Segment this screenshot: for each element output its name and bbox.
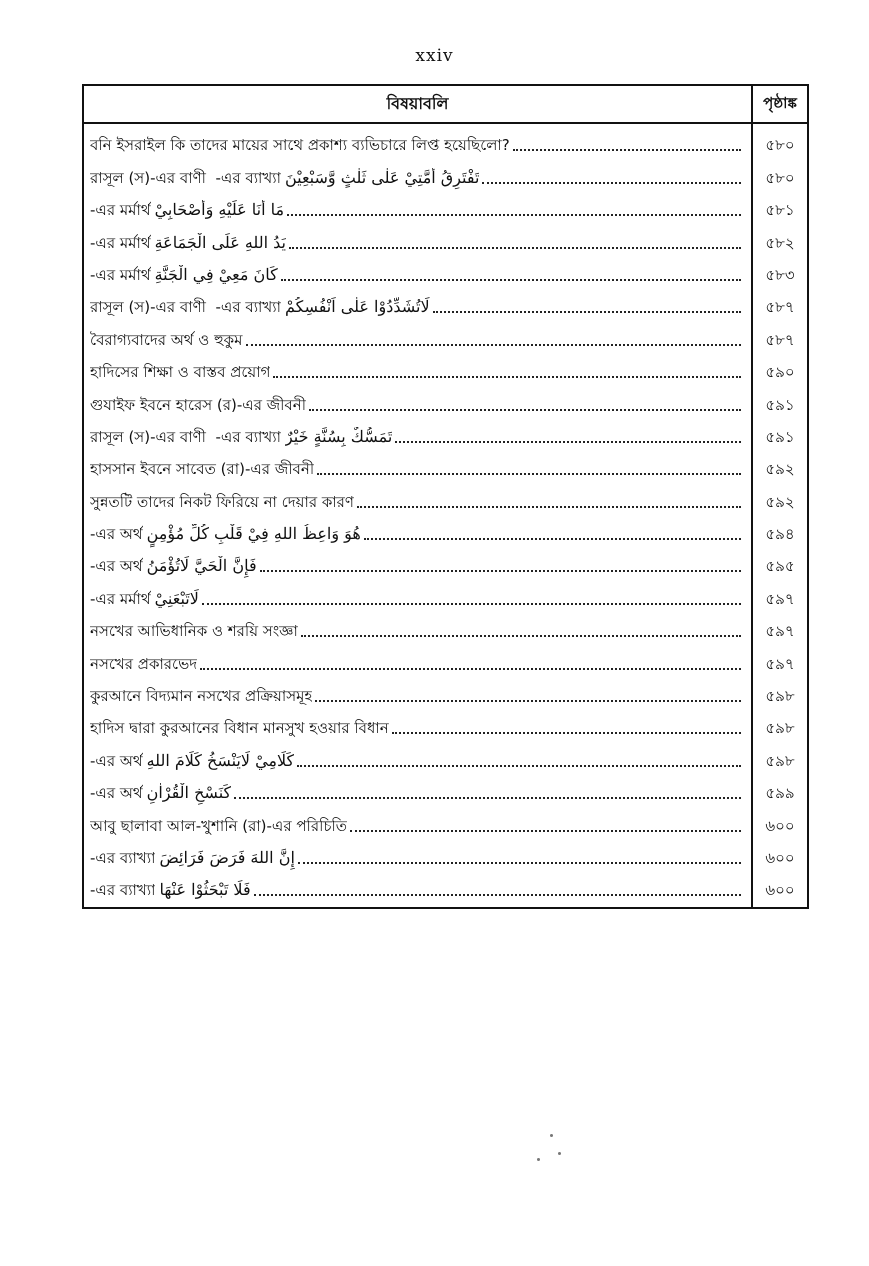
entry-text: -এর মর্মার্থ — [90, 233, 151, 252]
entry-arabic-phrase: كَنَسْخِ الْقُرْاٰنِ — [146, 783, 232, 803]
entry-text: -এর অর্থ — [90, 525, 143, 544]
page-column — [753, 124, 807, 907]
dot-leader — [254, 894, 741, 896]
entry-page-number: ৫৮৭ — [765, 298, 795, 317]
entry-page-number: ৫৯৭ — [765, 589, 795, 608]
entry-page-number: ৫৮৩ — [765, 265, 795, 284]
entry-text: -এর অর্থ — [90, 557, 143, 576]
header-page: পৃষ্ঠাঙ্ক — [763, 93, 797, 112]
dot-leader — [392, 732, 741, 734]
toc-entry — [84, 452, 751, 484]
entry-page-number: ৫৯৮ — [765, 751, 795, 770]
header-topic: বিষয়াবলি — [84, 86, 753, 122]
toc-entry — [84, 420, 751, 452]
entry-text: -এর অর্থ — [90, 784, 143, 803]
table-header — [84, 86, 807, 124]
entry-arabic-phrase: لَاتُشَدِّدُوْا عَلٰى اَنْفُسِكُمْ — [284, 297, 430, 317]
toc-entry — [84, 322, 751, 354]
entry-page-number: ৬০০ — [765, 881, 795, 900]
entry-page-number: ৫৮০ — [765, 136, 795, 155]
toc-entry — [84, 614, 751, 646]
entry-page-number: ৫৯১ — [765, 427, 795, 446]
entry-text: গুযাইফ ইবনে হারেস (র)-এর জীবনী — [90, 395, 307, 414]
entry-page-number: ৫৯৭ — [765, 622, 795, 641]
entry-text: রাসূল (স)-এর বাণী ‎ -এর ব্যাখ্যা — [90, 427, 281, 446]
toc-entry — [84, 258, 751, 290]
entry-page-number: ৫৯৮ — [765, 719, 795, 738]
entry-text: হাদিস দ্বারা কুরআনের বিধান মানসুখ হওয়ার বিধান — [90, 719, 389, 738]
topic-column — [84, 124, 753, 907]
entry-page-number: ৫৯২ — [765, 492, 795, 511]
toc-entry — [84, 355, 751, 387]
dot-leader — [357, 506, 741, 508]
dot-leader — [482, 182, 741, 184]
entry-text: -এর ব্যাখ্যা — [90, 848, 156, 867]
dot-leader — [364, 538, 741, 540]
entry-text: রাসূল (স)-এর বাণী ‎ -এর ব্যাখ্যা — [90, 298, 281, 317]
entry-arabic-phrase: إِنَّ اللهَ فَرَضَ فَرَائِضَ — [159, 847, 295, 867]
entry-text: নসখের আভিধানিক ও শরয়ি সংজ্ঞা — [90, 622, 298, 641]
entry-page-number: ৫৯২ — [765, 460, 795, 479]
entry-text: কুরআনে বিদ্যমান নসখের প্রক্রিয়াসমূহ — [90, 687, 313, 706]
entry-text: বৈরাগ্যবাদের অর্থ ও হুকুম — [90, 330, 243, 349]
toc-entry — [84, 873, 751, 905]
toc-entry — [84, 484, 751, 516]
toc-entry — [84, 549, 751, 581]
scan-speck — [558, 1152, 561, 1155]
toc-entry — [84, 387, 751, 419]
dot-leader — [246, 344, 741, 346]
dot-leader — [200, 668, 741, 670]
dot-leader — [260, 570, 741, 572]
toc-entry — [84, 776, 751, 808]
toc-entry — [84, 581, 751, 613]
entry-arabic-phrase: مَا أَنَا عَلَيْهِ وَأَصْحَابِيْ — [154, 200, 285, 220]
toc-entry — [84, 808, 751, 840]
dot-leader — [433, 311, 741, 313]
dot-leader — [273, 376, 741, 378]
entry-arabic-phrase: كَانَ مَعِيْ فِي الْجَنَّةِ — [154, 264, 278, 284]
entry-text: বনি ইসরাইল কি তাদের মায়ের সাথে প্রকাশ্য ব্যভিচারে লিপ্ত হয়েছিলো? — [90, 136, 510, 155]
toc-entry — [84, 225, 751, 257]
entry-page-number: ৫৮৭ — [765, 330, 795, 349]
toc-entry — [84, 517, 751, 549]
entry-page-number: ৫৮২ — [765, 233, 795, 252]
entry-page-number: ৫৯৭ — [765, 654, 795, 673]
dot-leader — [297, 765, 741, 767]
dot-leader — [202, 603, 741, 605]
scan-speck — [537, 1158, 540, 1161]
toc-entry — [84, 841, 751, 873]
dot-leader — [287, 214, 741, 216]
dot-leader — [350, 830, 741, 832]
page-number: xxiv — [415, 46, 454, 66]
toc-entry — [84, 160, 751, 192]
entry-text: -এর মর্মার্থ — [90, 201, 151, 220]
dot-leader — [298, 862, 741, 864]
toc-entry — [84, 193, 751, 225]
dot-leader — [301, 635, 741, 637]
entry-page-number: ৫৮০ — [765, 168, 795, 187]
entry-arabic-phrase: يَدُ اللهِ عَلَى الْجَمَاعَةِ — [154, 232, 286, 252]
table-of-contents — [82, 84, 809, 909]
dot-leader — [281, 279, 741, 281]
entry-text: হাদিসের শিক্ষা ও বাস্তব প্রয়োগ — [90, 363, 271, 382]
scan-speck — [550, 1134, 553, 1137]
entry-text: -এর মর্মার্থ — [90, 265, 151, 284]
entry-text: -এর ব্যাখ্যা — [90, 881, 156, 900]
entry-text: সুন্নতটি তাদের নিকট ফিরিয়ে না দেয়ার কারণ — [90, 492, 355, 511]
entry-page-number: ৫৯৫ — [765, 557, 795, 576]
dot-leader — [234, 797, 741, 799]
dot-leader — [289, 247, 741, 249]
entry-text: রাসূল (স)-এর বাণী ‎ -এর ব্যাখ্যা — [90, 168, 281, 187]
entry-page-number: ৬০০ — [765, 816, 795, 835]
entry-arabic-phrase: كَلَامِيْ لَايَنْسَخُ كَلَامَ اللهِ — [146, 750, 295, 770]
dot-leader — [513, 149, 741, 151]
entry-page-number: ৫৯৮ — [765, 687, 795, 706]
entry-text: -এর মর্মার্থ — [90, 589, 151, 608]
entry-page-number: ৫৯৯ — [765, 784, 795, 803]
entry-page-number: ৫৯৪ — [765, 525, 795, 544]
entry-arabic-phrase: هُوَ وَاعِظُ اللهِ فِيْ قَلْبِ كُلِّ مُؤْمِنٍ — [146, 524, 361, 544]
entry-arabic-phrase: فَإِنَّ الْحَيَّ لَاتُؤْمَنُ — [146, 556, 257, 576]
toc-entry — [84, 128, 751, 160]
toc-entry — [84, 679, 751, 711]
entry-page-number: ৫৮১ — [765, 201, 795, 220]
toc-entry — [84, 290, 751, 322]
dot-leader — [315, 700, 741, 702]
dot-leader — [395, 441, 741, 443]
entry-page-number: ৫৯০ — [765, 363, 795, 382]
toc-entry — [84, 711, 751, 743]
dot-leader — [309, 409, 741, 411]
entry-text: হাসসান ইবনে সাবেত (রা)-এর জীবনী — [90, 460, 315, 479]
entry-arabic-phrase: تَفْتَرِقُ أُمَّتِيْ عَلٰى ثَلٰثٍ وَّسَبْعِيْنَ — [284, 167, 480, 187]
entry-text: -এর অর্থ — [90, 751, 143, 770]
toc-entry — [84, 743, 751, 775]
entry-arabic-phrase: تَمَسُّكٌ بِسُنَّةٍ خَيْرٌ — [284, 426, 393, 446]
entry-arabic-phrase: لَاتَبْعَنِيْ — [154, 588, 199, 608]
entry-page-number: ৬০০ — [765, 848, 795, 867]
table-body — [84, 124, 807, 907]
toc-entry — [84, 646, 751, 678]
entry-text: আবু ছালাবা আল-খুশানি (রা)-এর পরিচিতি — [90, 816, 348, 835]
entry-page-number: ৫৯১ — [765, 395, 795, 414]
entry-arabic-phrase: فَلَا تَبْحَثُوْا عَنْهَا — [159, 880, 251, 900]
entry-text: নসখের প্রকারভেদ — [90, 654, 198, 673]
dot-leader — [317, 473, 741, 475]
